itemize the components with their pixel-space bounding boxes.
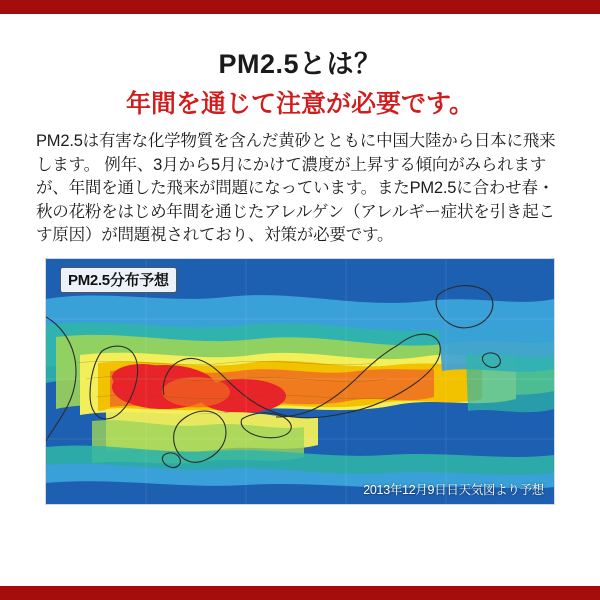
page-title: PM2.5とは？ xyxy=(218,49,382,79)
poster-content xyxy=(0,28,600,600)
pm25-distribution-map xyxy=(45,258,555,505)
poster-subtitle: 年間を通じて注意が必要です。 xyxy=(125,89,474,118)
body-text xyxy=(36,130,564,247)
map-credit-text: 2013年12月9日日天気図より予想 xyxy=(363,482,544,497)
map-title-label: PM2.5分布予想 xyxy=(60,267,177,293)
map-graphic xyxy=(46,259,554,504)
body-paragraph: PM2.5は有害な化学物質を含んだ黄砂とともに中国大陸から日本に飛来します。 例年、3月から5月にかけて濃度が上昇する傾向がみられますが、年間を通した飛来が問題になっています。またPM2.5に合わせ春・秋の花粉をはじめ年間を通じたアレルゲン（アレルギー症状を引き起こす原因）が問題視されており、対策が必要です。 xyxy=(36,132,556,245)
